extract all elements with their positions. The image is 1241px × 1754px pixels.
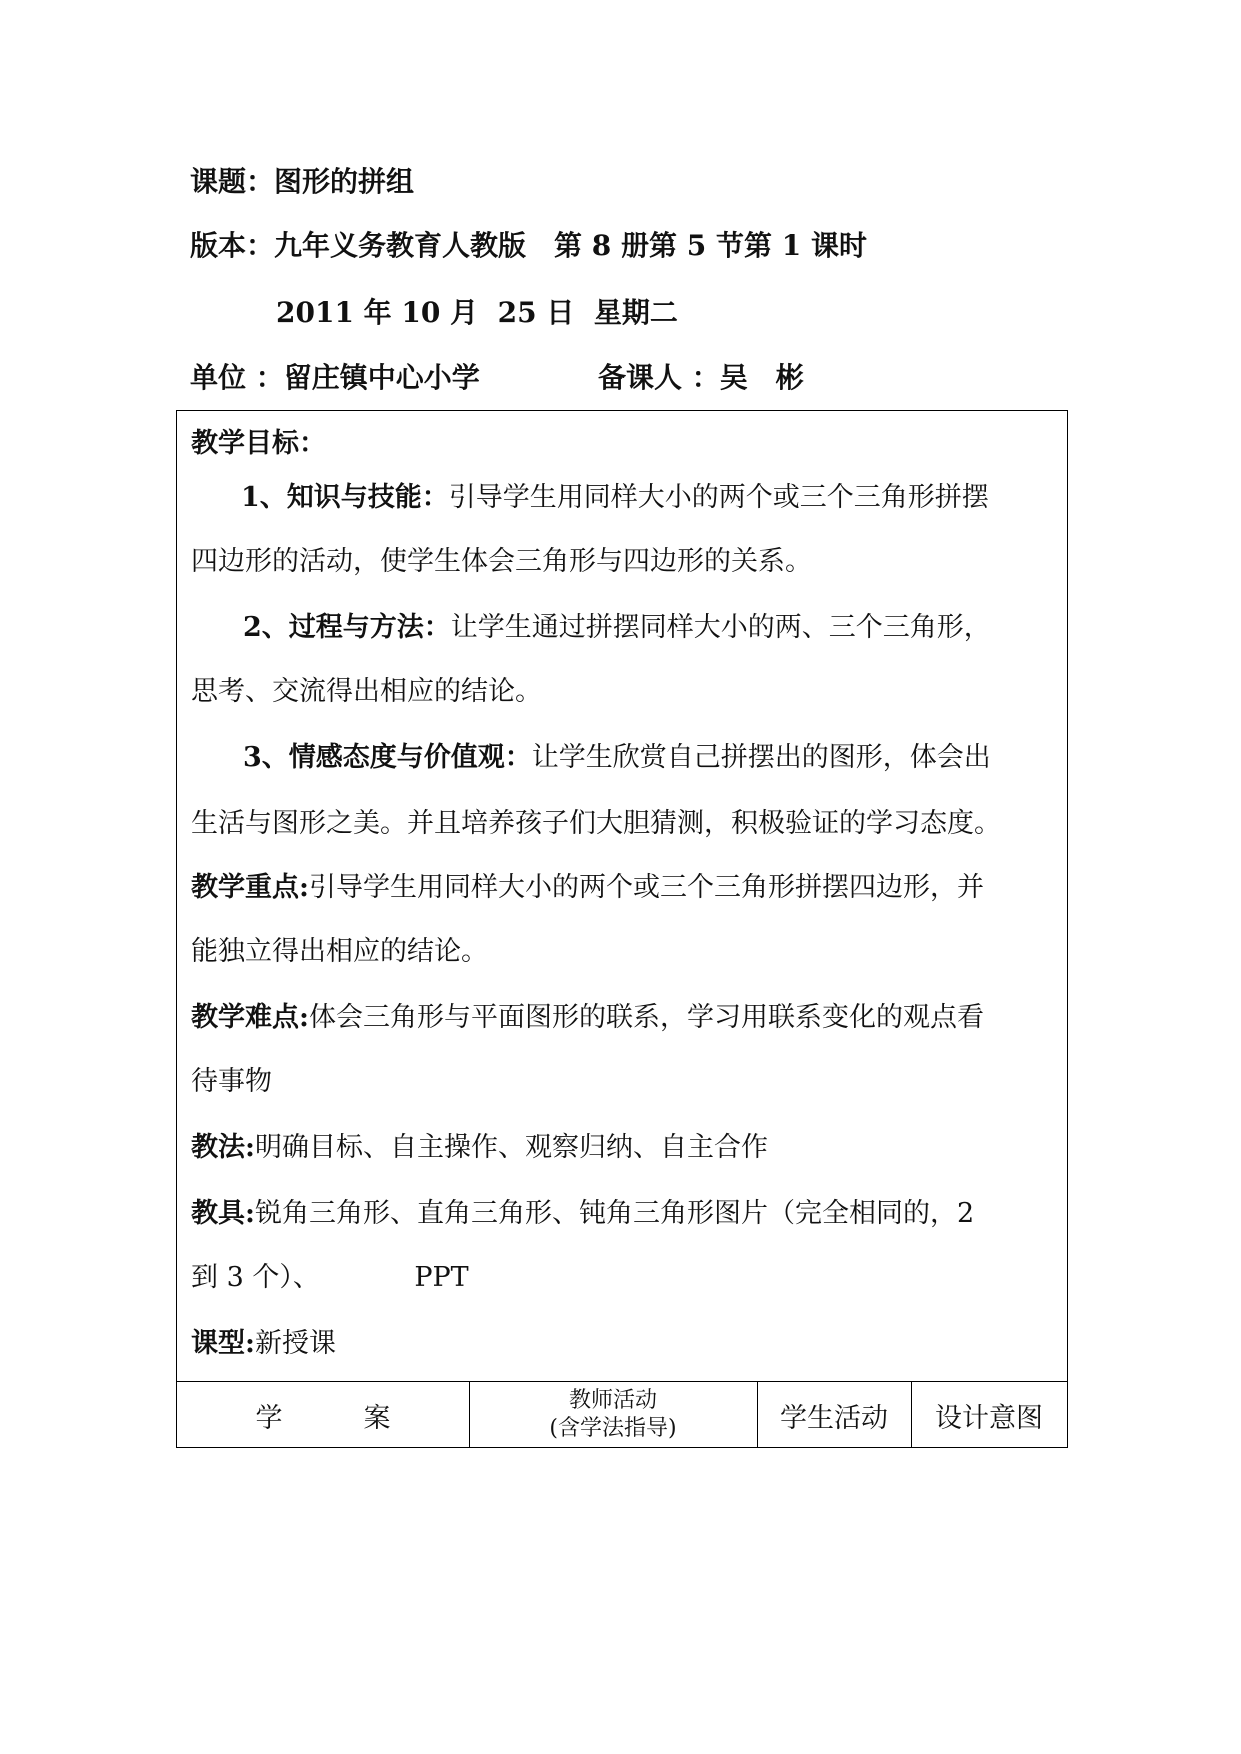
objective-2: 2、过程与方法：让学生通过拼摆同样大小的两、三个三角形， [243, 612, 991, 643]
edition-label: 版本： [190, 229, 275, 262]
difficulties: 教学难点:体会三角形与平面图形的联系，学习用联系变化的观点看 [191, 1002, 984, 1033]
header-study-plan: 学 案 [255, 1402, 391, 1434]
methods: 教法:明确目标、自主操作、观察归纳、自主合作 [191, 1132, 768, 1163]
header-teacher-activity [469, 1383, 757, 1447]
key-points-label: 教学重点: [191, 872, 309, 903]
topic-title: 图形的拼组 [274, 165, 415, 198]
edition-line [190, 228, 867, 264]
objective-1-cont: 四边形的活动，使学生体会三角形与四边形的关系。 [191, 546, 812, 577]
methods-label: 教法: [191, 1132, 255, 1163]
table-top-rule [177, 1381, 1067, 1382]
objective-2-label: 2、过程与方法： [243, 612, 451, 643]
objectives-title: 教学目标： [191, 428, 326, 459]
objective-3: 3、情感态度与价值观：让学生欣赏自己拼摆出的图形，体会出 [243, 742, 991, 773]
objective-3-label: 3、情感态度与价值观： [243, 742, 532, 773]
key-points: 教学重点:引导学生用同样大小的两个或三个三角形拼摆四边形，并 [191, 872, 984, 903]
objective-1-label: 1、知识与技能： [241, 482, 449, 513]
header-design-intent: 设计意图 [935, 1402, 1043, 1434]
key-points-cont: 能独立得出相应的结论。 [191, 936, 488, 967]
header-student-activity: 学生活动 [780, 1402, 888, 1434]
teacher-activity-title: 教师活动 [568, 1388, 657, 1413]
preparer-line [598, 360, 804, 396]
tools-cont: 到 3 个）、 PPT [191, 1262, 469, 1293]
objective-3-cont: 生活与图形之美。并且培养孩子们大胆猜测，积极验证的学习态度。 [191, 808, 1001, 839]
topic-label: 课题： [190, 165, 275, 198]
tools: 教具:锐角三角形、直角三角形、钝角三角形图片（完全相同的，2 [191, 1198, 975, 1229]
tools-label: 教具: [191, 1198, 255, 1229]
unit-name: 留庄镇中心小学 [283, 361, 480, 394]
preparer-label: 备课人 ： [598, 361, 720, 394]
lesson-type: 课型:新授课 [191, 1328, 336, 1359]
objective-2-cont: 思考、交流得出相应的结论。 [191, 676, 542, 707]
lesson-plan-box [176, 410, 1068, 1448]
lesson-type-label: 课型: [191, 1328, 255, 1359]
unit-label: 单位 ： [190, 361, 284, 394]
teacher-activity-subtitle: (含学法指导) [549, 1416, 677, 1441]
difficulties-label: 教学难点: [191, 1002, 309, 1033]
edition-text: 九年义务教育人教版 第 8 册第 5 节第 1 课时 [274, 229, 867, 262]
preparer-name: 吴 彬 [719, 361, 804, 394]
objective-1: 1、知识与技能：引导学生用同样大小的两个或三个三角形拼摆 [241, 482, 989, 513]
unit-line [190, 360, 480, 396]
date-line [276, 295, 678, 331]
lesson-date: 2011 年 10 月 25 日 星期二 [276, 296, 678, 329]
topic-line [190, 164, 414, 200]
difficulties-cont: 待事物 [191, 1066, 272, 1097]
